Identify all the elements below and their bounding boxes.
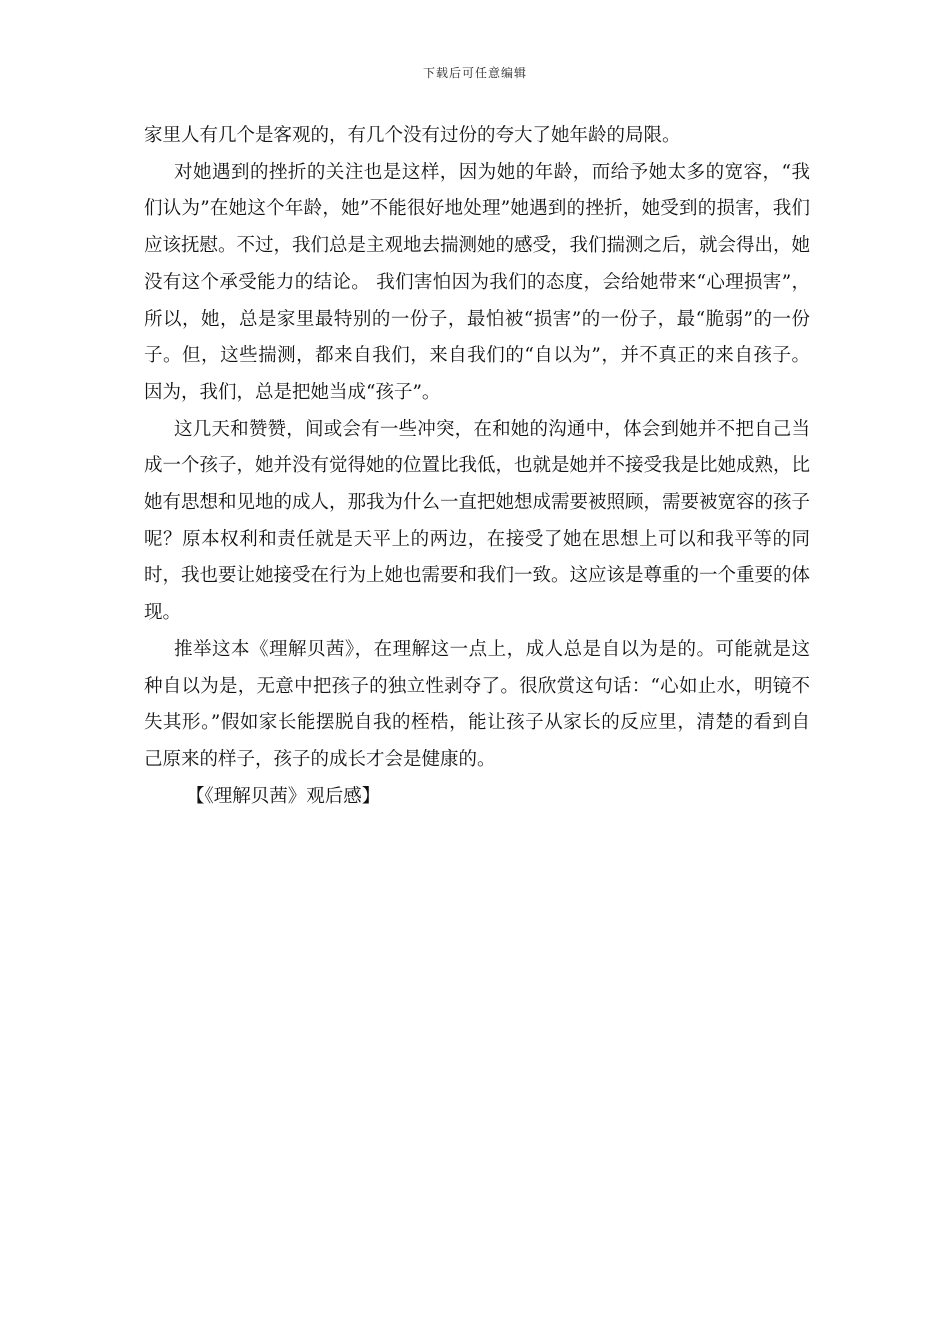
page-header: 下载后可任意编辑: [422, 66, 527, 80]
paragraph: 对她遇到的挫折的关注也是这样，因为她的年龄，而给予她太多的宽容，“我们认为”在她这个年龄，她”不能很好地处理”她遇到的挫折，她受到的损害，我们应该抚慰。不过，我们总是主观地去揣测她的感受，我们揣测之后，就会得出，她没有这个承受能力的结论。 我们害怕因为我们的态度，会给她带来“心理损害”，所以，她，总是家里最特别的一份子，最怕被“损害”的一份子，最“脆弱”的一份子。但，这些揣测，都来自我们，来自我们的“自以为”，并不真正的来自孩子。因为，我们，总是把她当成“孩子”。: [144, 161, 811, 403]
paragraph: 这几天和赞赞，间或会有一些冲突，在和她的沟通中，体会到她并不把自己当成一个孩子，她并没有觉得她的位置比我低，也就是她并不接受我是比她成熟，比她有思想和见地的成人，那我为什么一直把她想成需要被照顾，需要被宽容的孩子呢？原本权利和责任就是天平上的两边，在接受了她在思想上可以和我平等的同时，我也要让她接受在行为上她也需要和我们一致。这应该是尊重的一个重要的体现。: [144, 418, 811, 624]
closing-title: 【《理解贝茜》观后感】: [186, 785, 381, 807]
paragraph-continued: 家里人有几个是客观的，有几个没有过份的夸大了她年龄的局限。: [144, 125, 681, 146]
paragraph: 推举这本《理解贝茜》，在理解这一点上，成人总是自以为是的。可能就是这种自以为是，无意中把孩子的独立性剥夺了。很欣赏这句话：“心如止水，明镜不失其形。”假如家长能摆脱自我的桎梏，能让孩子从家长的反应里，清楚的看到自己原来的样子，孩子的成长才会是健康的。: [144, 638, 810, 770]
document-body: [144, 118, 810, 815]
